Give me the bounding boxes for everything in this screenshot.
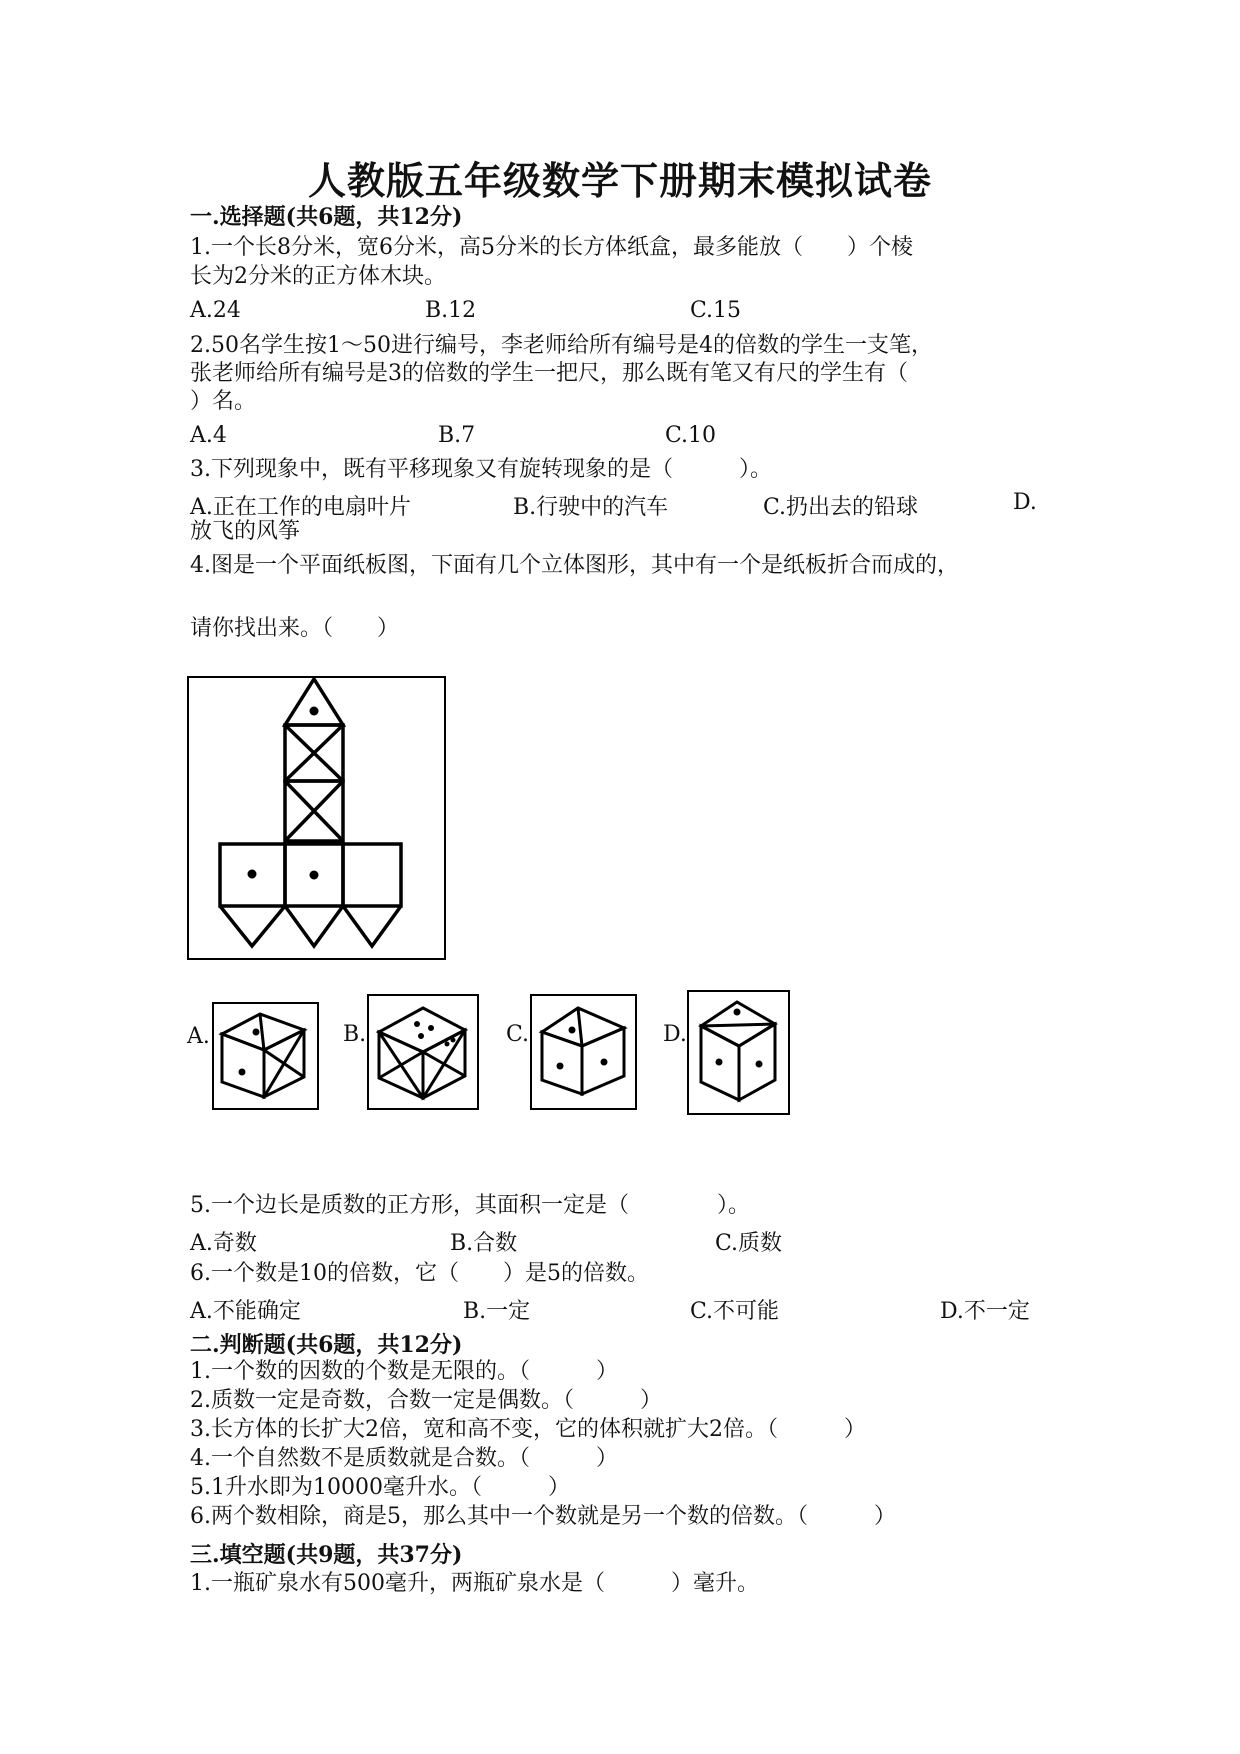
q3-option-d[interactable]: D. [1013, 490, 1037, 515]
section2-heading: 二.判断题(共6题，共12分) [190, 1332, 463, 1358]
judge-item-3: 3.长方体的长扩大2倍，宽和高不变，它的体积就扩大2倍。（ ） [190, 1417, 866, 1442]
q5-line1: 5.一个边长是质数的正方形，其面积一定是（ ）。 [190, 1193, 750, 1218]
q4-choice-a-cube[interactable] [212, 1002, 319, 1110]
fill-item-1: 1.一瓶矿泉水有500毫升，两瓶矿泉水是（ ）毫升。 [190, 1571, 759, 1596]
judge-item-5: 5.1升水即为10000毫升水。（ ） [190, 1475, 570, 1500]
q3-option-a[interactable]: A.正在工作的电扇叶片 [190, 495, 411, 520]
q4-line1: 4.图是一个平面纸板图，下面有几个立体图形，其中有一个是纸板折合而成的， [190, 553, 959, 578]
judge-item-6: 6.两个数相除，商是5，那么其中一个数就是另一个数的倍数。（ ） [190, 1504, 896, 1529]
q4-choice-c-cube[interactable] [530, 994, 637, 1110]
q1-option-c[interactable]: C.15 [690, 298, 742, 323]
q6-option-c[interactable]: C.不可能 [690, 1299, 780, 1324]
q4-choice-b-label[interactable]: B. [343, 1022, 367, 1047]
section1-heading: 一.选择题(共6题，共12分) [190, 204, 463, 230]
q2-option-c[interactable]: C.10 [665, 423, 717, 448]
q3-option-c[interactable]: C.扔出去的铅球 [763, 495, 919, 520]
q4-line2: 请你找出来。（ ） [190, 616, 400, 641]
q3-option-d-text: 放飞的风筝 [190, 519, 301, 544]
q5-option-a[interactable]: A.奇数 [190, 1231, 257, 1256]
q6-option-b[interactable]: B.一定 [463, 1299, 531, 1324]
section3-heading: 三.填空题(共9题，共37分) [190, 1542, 463, 1568]
q6-option-d[interactable]: D.不一定 [940, 1299, 1030, 1324]
q6-option-a[interactable]: A.不能确定 [190, 1299, 301, 1324]
q1-line1: 1.一个长8分米，宽6分米，高5分米的长方体纸盒，最多能放（ ）个棱 [190, 235, 913, 260]
judge-item-1: 1.一个数的因数的个数是无限的。（ ） [190, 1359, 618, 1384]
q2-line1: 2.50名学生按1～50进行编号，李老师给所有编号是4的倍数的学生一支笔， [190, 333, 933, 358]
q5-option-b[interactable]: B.合数 [450, 1231, 518, 1256]
q1-line2: 长为2分米的正方体木块。 [190, 264, 446, 289]
q3-line1: 3.下列现象中，既有平移现象又有旋转现象的是（ ）。 [190, 457, 772, 482]
q2-option-a[interactable]: A.4 [190, 423, 227, 448]
judge-item-4: 4.一个自然数不是质数就是合数。（ ） [190, 1446, 618, 1471]
q3-option-b[interactable]: B.行驶中的汽车 [513, 495, 669, 520]
q4-choice-c-label[interactable]: C. [506, 1022, 530, 1047]
q2-line3: ）名。 [190, 389, 257, 414]
q4-choice-a-label[interactable]: A. [187, 1024, 210, 1049]
q6-line1: 6.一个数是10的倍数，它（ ）是5的倍数。 [190, 1261, 649, 1286]
judge-item-2: 2.质数一定是奇数，合数一定是偶数。（ ） [190, 1388, 662, 1413]
q2-option-b[interactable]: B.7 [438, 423, 476, 448]
page-title: 人教版五年级数学下册期末模拟试卷 [307, 158, 932, 203]
q4-choice-b-cube[interactable] [367, 994, 479, 1110]
paper-net-figure [187, 676, 447, 961]
q4-choice-d-label[interactable]: D. [663, 1022, 687, 1047]
q1-option-a[interactable]: A.24 [190, 298, 241, 323]
q5-option-c[interactable]: C.质数 [715, 1231, 783, 1256]
q2-line2: 张老师给所有编号是3的倍数的学生一把尺，那么既有笔又有尺的学生有（ [190, 361, 908, 386]
q4-choice-d-cube[interactable] [687, 990, 790, 1115]
q1-option-b[interactable]: B.12 [425, 298, 477, 323]
